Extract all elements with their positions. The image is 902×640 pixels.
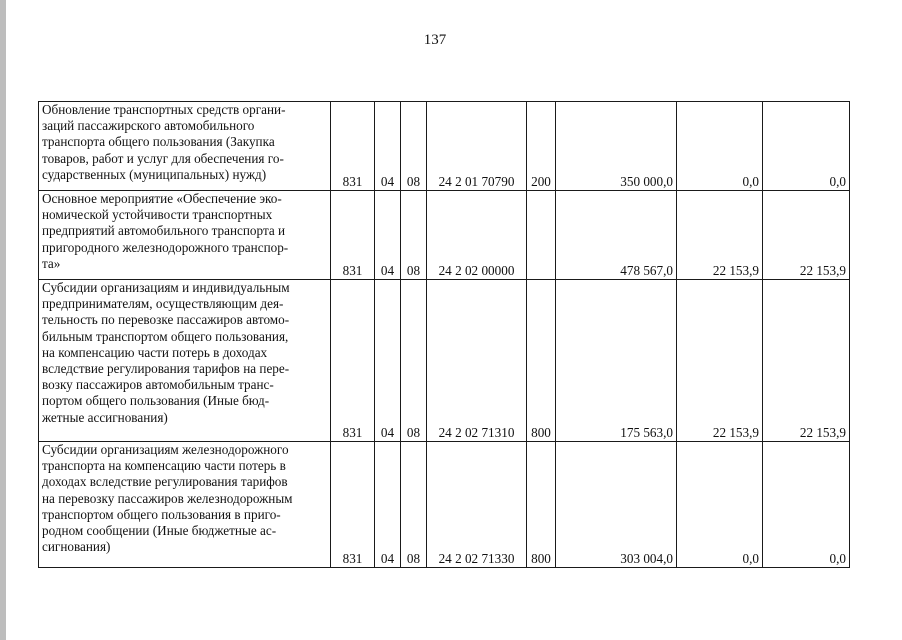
expense-type-code: 200	[527, 102, 556, 191]
amount-3: 22 153,9	[763, 191, 850, 280]
row-name-line: пригородного железнодорожного транспор-	[42, 239, 289, 255]
row-name-line: Основное мероприятие «Обеспечение эко-	[42, 191, 282, 206]
subsection-code: 08	[401, 102, 427, 191]
subsection-code: 08	[401, 191, 427, 280]
row-name-line: Субсидии организациям железнодорожного	[42, 442, 289, 457]
expense-type-code: 800	[527, 280, 556, 442]
row-name	[39, 442, 331, 568]
amount-3: 0,0	[763, 102, 850, 191]
section-code: 04	[375, 191, 401, 280]
row-name-line: Субсидии организациям и индивидуальным	[42, 280, 290, 295]
ministry-code: 831	[331, 280, 375, 442]
section-code: 04	[375, 442, 401, 568]
row-name-line: заций пассажирского автомобильного	[42, 118, 255, 134]
row-name-line: товаров, работ и услуг для обеспечения го-	[42, 150, 284, 166]
amount-1: 175 563,0	[556, 280, 677, 442]
row-name-line: на компенсацию части потерь в доходах	[42, 344, 268, 360]
row-name-line: вследствие регулирования тарифов на пере-	[42, 361, 290, 377]
row-name-line: транспорта на компенсацию части потерь в	[42, 458, 286, 474]
row-name-line: родном сообщении (Иные бюджетные ас-	[42, 523, 277, 539]
amount-1: 478 567,0	[556, 191, 677, 280]
amount-1: 303 004,0	[556, 442, 677, 568]
row-name-line: бильным транспортом общего пользования,	[42, 328, 289, 344]
row-name-line: жетные ассигнования)	[42, 409, 168, 425]
amount-1: 350 000,0	[556, 102, 677, 191]
row-name	[39, 102, 331, 191]
section-code: 04	[375, 280, 401, 442]
row-name-line: портом общего пользования (Иные бюд-	[42, 393, 270, 409]
row-name	[39, 280, 331, 442]
table-row	[39, 442, 850, 568]
ministry-code: 831	[331, 442, 375, 568]
target-article-code: 24 2 01 70790	[427, 102, 527, 191]
subsection-code: 08	[401, 442, 427, 568]
section-code: 04	[375, 102, 401, 191]
table-row	[39, 102, 850, 191]
row-name-line: та»	[42, 255, 61, 271]
row-name-line: возку пассажиров автомобильным транс-	[42, 377, 274, 393]
target-article-code: 24 2 02 00000	[427, 191, 527, 280]
ministry-code: 831	[331, 191, 375, 280]
amount-3: 22 153,9	[763, 280, 850, 442]
table-row	[39, 280, 850, 442]
scan-left-edge	[0, 0, 6, 640]
row-name	[39, 191, 331, 280]
row-name-line: транспорта общего пользования (Закупка	[42, 134, 275, 150]
ministry-code: 831	[331, 102, 375, 191]
amount-2: 0,0	[677, 442, 763, 568]
row-name-line: Обновление транспортных средств органи-	[42, 102, 286, 117]
page-number: 137	[423, 32, 447, 48]
amount-2: 22 153,9	[677, 191, 763, 280]
row-name-line: сигнования)	[42, 539, 111, 555]
expense-type-code: 800	[527, 442, 556, 568]
row-name-line: сударственных (муниципальных) нужд)	[42, 166, 267, 182]
table-row	[39, 191, 850, 280]
row-name-line: предпринимателям, осуществляющим дея-	[42, 296, 284, 312]
row-name-line: на перевозку пассажиров железнодорожным	[42, 490, 293, 506]
row-name-line: доходах вследствие регулирования тарифов	[42, 474, 288, 490]
row-name-line: тельность по перевозке пассажиров автомо-	[42, 312, 290, 328]
amount-3: 0,0	[763, 442, 850, 568]
row-name-line: номической устойчивости транспортных	[42, 207, 273, 223]
amount-2: 22 153,9	[677, 280, 763, 442]
expense-type-code	[527, 191, 556, 280]
row-name-line: предприятий автомобильного транспорта и	[42, 223, 286, 239]
target-article-code: 24 2 02 71310	[427, 280, 527, 442]
amount-2: 0,0	[677, 102, 763, 191]
subsection-code: 08	[401, 280, 427, 442]
row-name-line: транспортом общего пользования в приго-	[42, 506, 281, 522]
target-article-code: 24 2 02 71330	[427, 442, 527, 568]
budget-table	[38, 101, 850, 568]
